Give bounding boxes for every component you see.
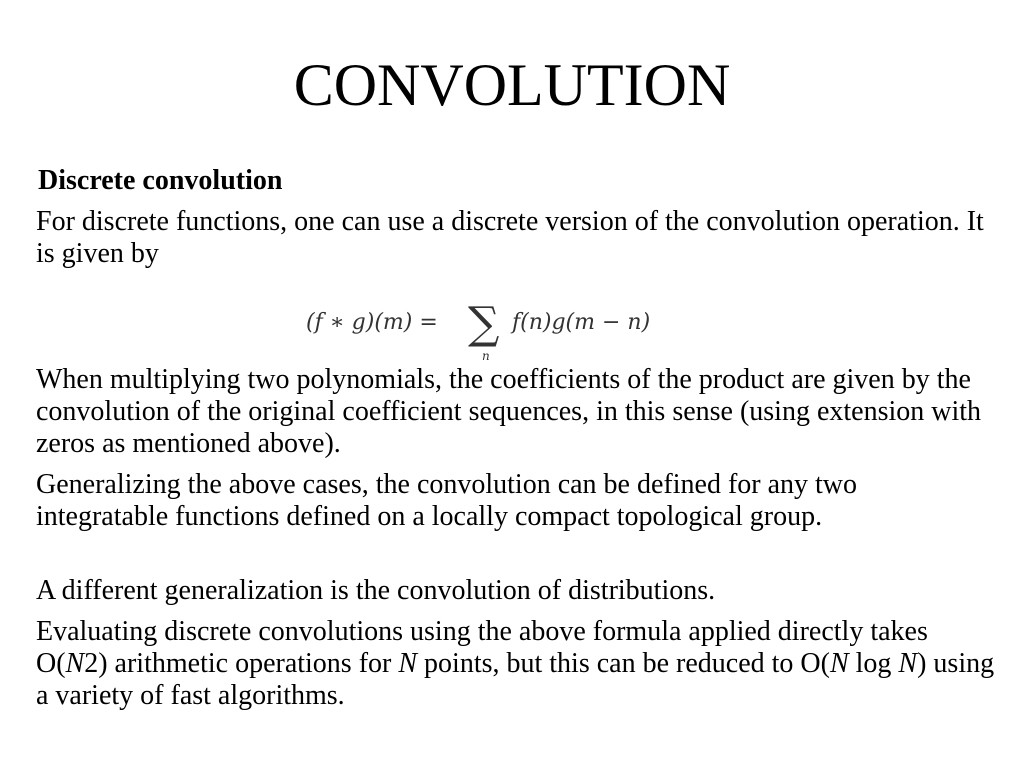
- intro-paragraph: For discrete functions, one can use a discrete version of the convolution operation. It is given by: [36, 206, 984, 269]
- evaluating-text-3: points, but this can be reduced to O(: [417, 648, 830, 679]
- convolution-formula: [300, 290, 700, 366]
- slide-title: CONVOLUTION: [293, 52, 731, 118]
- evaluating-text-2: 2) arithmetic operations for: [84, 648, 399, 679]
- formula-sum-symbol: ∑: [468, 298, 500, 349]
- evaluating-paragraph: [36, 616, 996, 712]
- generalizing-paragraph: Generalizing the above cases, the convolution can be defined for any two integratable functions defined on a locally compact topological group.: [36, 469, 858, 532]
- formula-lhs: (f ∗ g)(m) =: [306, 310, 438, 335]
- section-heading: Discrete convolution: [38, 165, 283, 196]
- polynomials-paragraph: When multiplying two polynomials, the coefficients of the product are given by the convolution of the original coefficient sequences, in this sense (using extension with zeros as mentioned above).: [36, 364, 982, 459]
- evaluating-n-2: N: [398, 648, 418, 679]
- evaluating-text-1: Evaluating discrete convolutions using the above formula applied directly takes O(: [36, 616, 928, 679]
- distributions-paragraph: A different generalization is the convolution of distributions.: [36, 575, 716, 606]
- formula-rhs: f(n)g(m − n): [512, 310, 651, 335]
- evaluating-text-5: ) using a variety of fast algorithms.: [36, 648, 995, 711]
- evaluating-n-1: N: [65, 648, 85, 679]
- evaluating-n-4: N: [898, 648, 918, 679]
- formula-sum-index: n: [482, 349, 490, 363]
- evaluating-text-4: log: [848, 648, 899, 679]
- evaluating-n-3: N: [829, 648, 849, 679]
